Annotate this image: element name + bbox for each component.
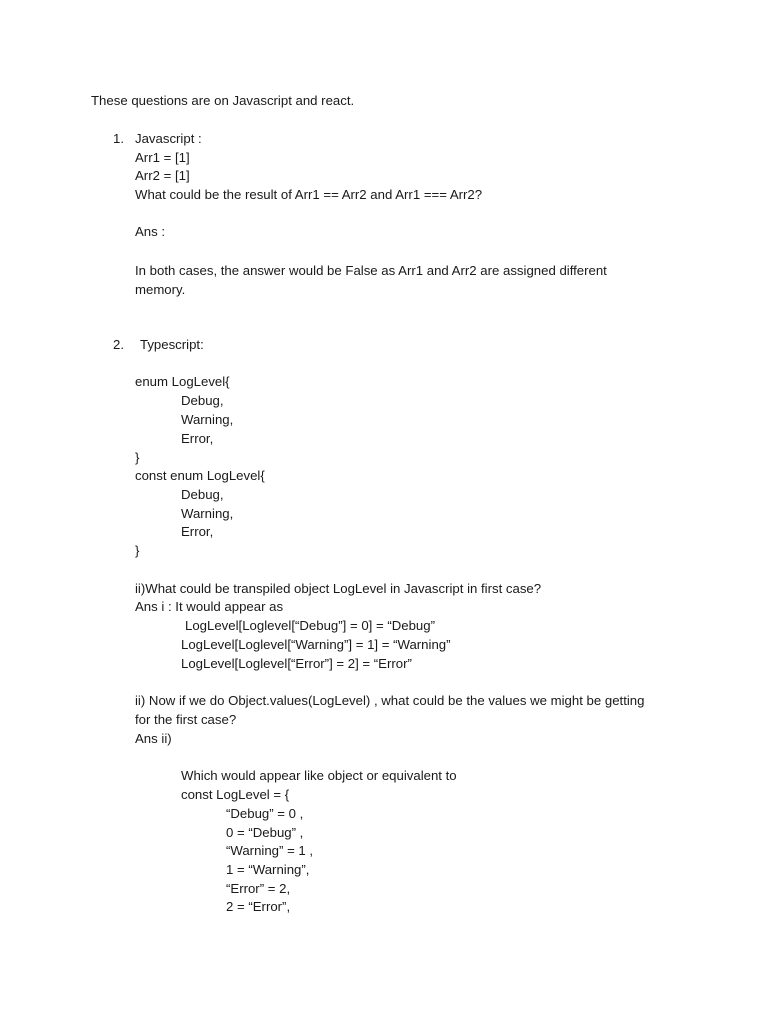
- enum2-close: }: [135, 543, 140, 558]
- sub2-entry: “Debug” = 0 ,: [226, 806, 304, 821]
- sub1-code-line: LogLevel[Loglevel[“Error”] = 2] = “Error”: [181, 656, 412, 671]
- sub1-code-line: LogLevel[Loglevel[“Debug”] = 0] = “Debug”: [185, 618, 435, 633]
- enum1-close: }: [135, 450, 140, 465]
- sub2-question-line: for the first case?: [135, 712, 237, 727]
- enum1-member: Warning,: [181, 412, 234, 427]
- sub1-code-line: LogLevel[Loglevel[“Warning”] = 1] = “Warning”: [181, 637, 451, 652]
- q1-answer-line: memory.: [135, 282, 186, 297]
- enum1-member: Error,: [181, 431, 214, 446]
- q1-answer-line: In both cases, the answer would be False as Arr1 and Arr2 are assigned different: [135, 263, 607, 278]
- q1-number: 1.: [113, 131, 124, 146]
- q1-question: What could be the result of Arr1 == Arr2 and Arr1 === Arr2?: [135, 187, 483, 202]
- sub2-question-line: ii) Now if we do Object.values(LogLevel) , what could be the values we might be getting: [135, 693, 645, 708]
- q2-number: 2.: [113, 337, 124, 352]
- sub1-question: ii)What could be transpiled object LogLevel in Javascript in first case?: [135, 581, 542, 596]
- sub2-entry: 1 = “Warning”,: [226, 862, 310, 877]
- q1-heading: Javascript :: [135, 131, 202, 146]
- enum2-open: const enum LogLevel{: [135, 468, 265, 483]
- enum2-member: Error,: [181, 524, 214, 539]
- sub1-ans-label: Ans i : It would appear as: [135, 599, 284, 614]
- sub2-entry: “Error” = 2,: [226, 881, 291, 896]
- q1-code-line: Arr2 = [1]: [135, 168, 190, 183]
- q1-code-line: Arr1 = [1]: [135, 150, 190, 165]
- enum1-open: enum LogLevel{: [135, 374, 230, 389]
- sub2-entry: “Warning” = 1 ,: [226, 843, 314, 858]
- enum1-member: Debug,: [181, 393, 224, 408]
- sub2-open: const LogLevel = {: [181, 787, 290, 802]
- intro-text: These questions are on Javascript and react.: [91, 93, 355, 108]
- sub2-ans-label: Ans ii): [135, 731, 172, 746]
- q2-heading: Typescript:: [140, 337, 204, 352]
- sub2-entry: 0 = “Debug” ,: [226, 825, 304, 840]
- q1-ans-label: Ans :: [135, 224, 166, 239]
- sub2-entry: 2 = “Error”,: [226, 899, 291, 914]
- sub2-intro: Which would appear like object or equivalent to: [181, 768, 457, 783]
- enum2-member: Warning,: [181, 506, 234, 521]
- enum2-member: Debug,: [181, 487, 224, 502]
